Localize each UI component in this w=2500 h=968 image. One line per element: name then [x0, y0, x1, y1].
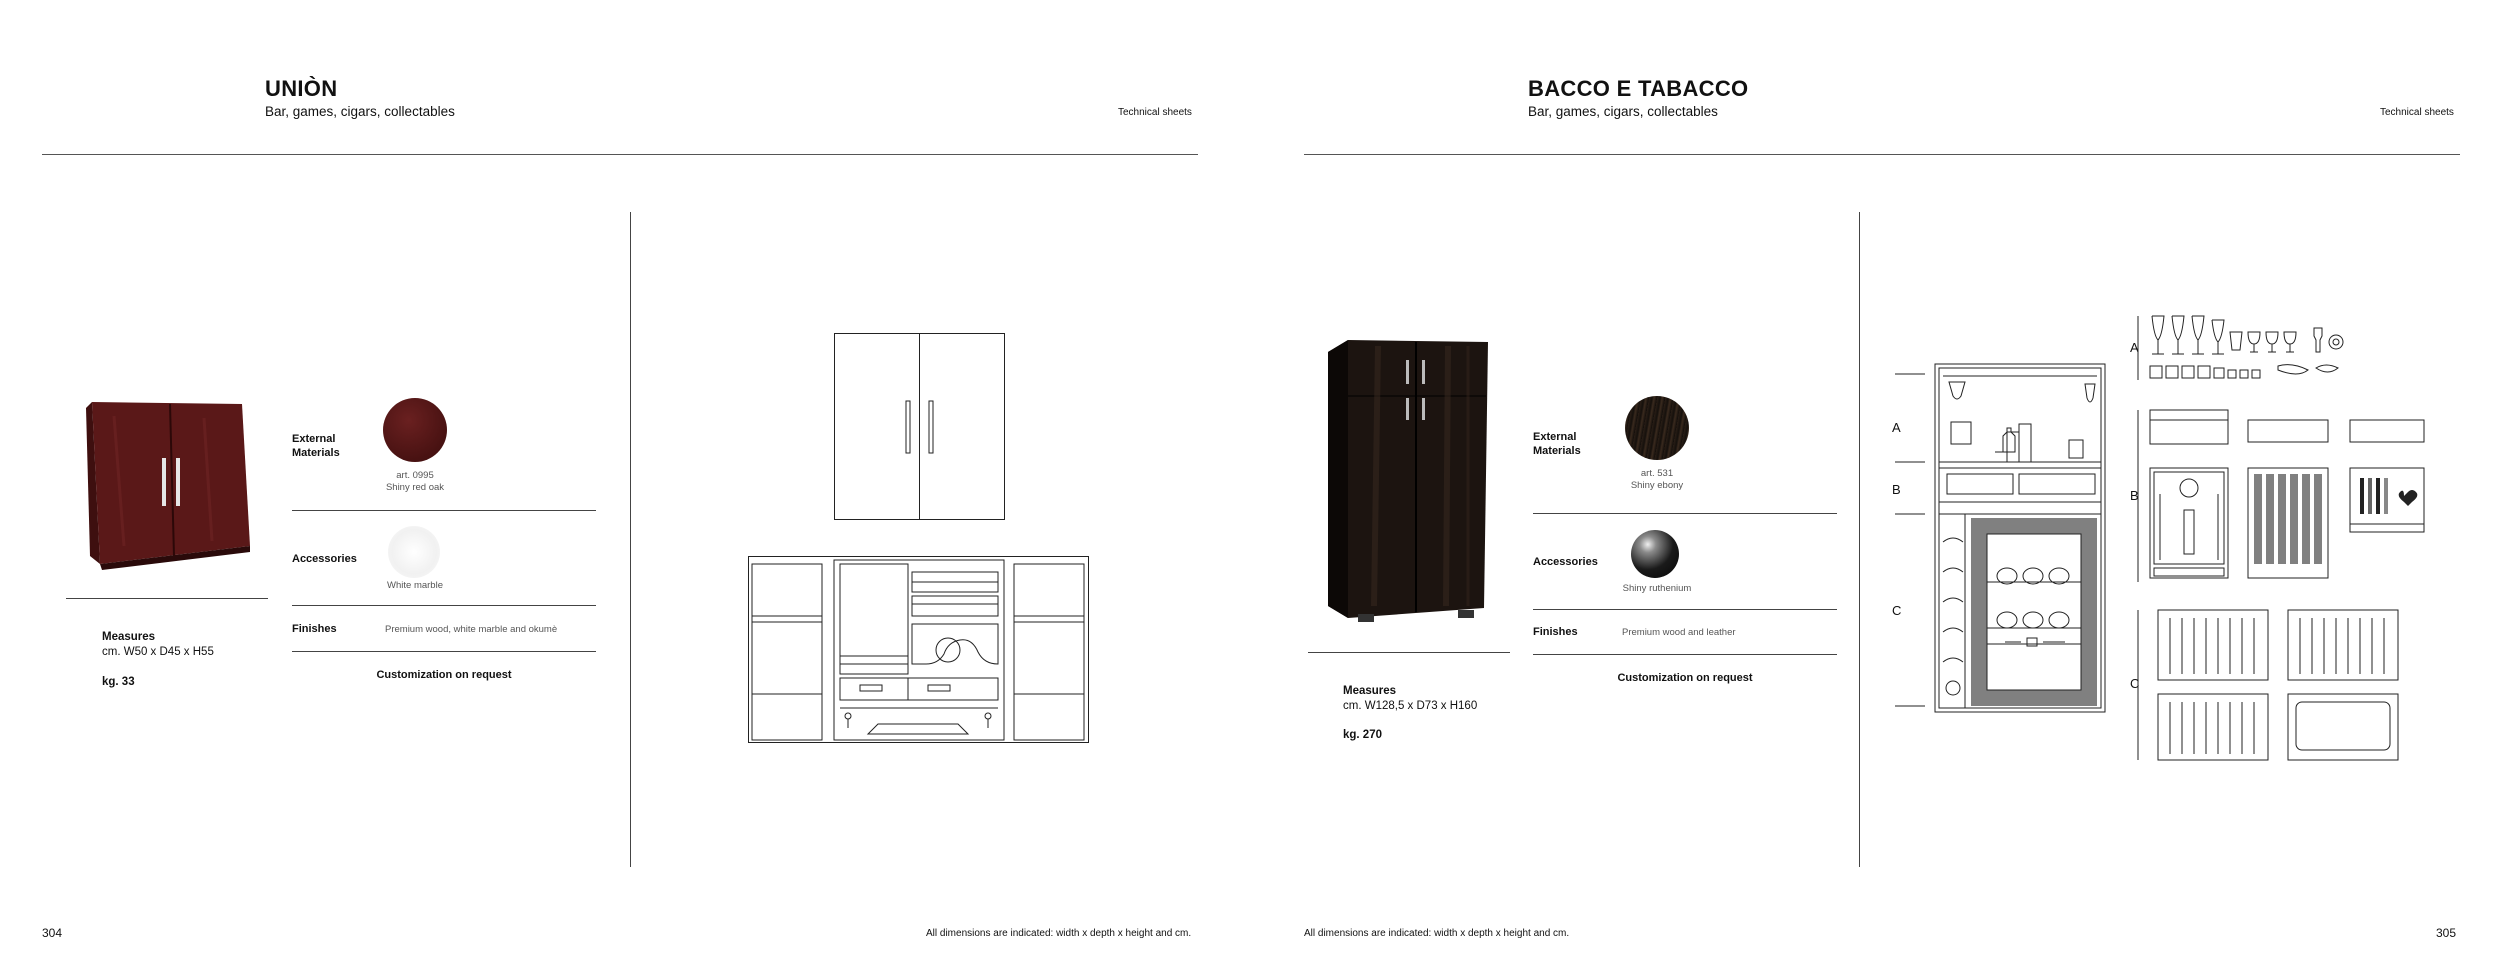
right-page-number: 305	[2436, 926, 2457, 940]
bacco-tabacco-product-photo	[1318, 336, 1496, 626]
left-measures-label: Measures	[102, 631, 156, 643]
right-accessories-label: Accessories	[1533, 556, 1598, 568]
right-section-label-a: A	[2130, 340, 2139, 355]
left-page-number: 304	[42, 926, 63, 940]
left-center-divider	[630, 212, 631, 867]
left-materials-rule	[292, 510, 596, 511]
left-material-name: Shiny red oak	[385, 482, 445, 493]
right-accessory-name: Shiny ruthenium	[1622, 583, 1692, 594]
left-header-technical-sheets: Technical sheets	[1118, 107, 1192, 118]
left-photo-rule	[66, 598, 268, 599]
red-oak-swatch	[383, 398, 447, 462]
right-header-technical-sheets: Technical sheets	[2380, 107, 2454, 118]
left-finishes-rule	[292, 651, 596, 652]
right-finishes-rule	[1533, 654, 1837, 655]
left-finishes-label: Finishes	[292, 623, 337, 635]
left-accessories-rule	[292, 605, 596, 606]
union-open-drawing	[748, 556, 1090, 746]
left-page-title: UNIÒN	[265, 76, 338, 101]
right-measures-label: Measures	[1343, 685, 1397, 697]
shiny-ebony-swatch	[1625, 396, 1689, 460]
left-section-label-a: A	[1892, 420, 1901, 435]
white-marble-swatch	[388, 526, 440, 578]
shiny-ruthenium-swatch	[1631, 530, 1679, 578]
left-weight: kg. 33	[102, 676, 135, 688]
left-accessory-name: White marble	[387, 580, 443, 591]
right-measures-value: cm. W128,5 x D73 x H160	[1343, 700, 1478, 712]
right-customization: Customization on request	[1617, 672, 1753, 684]
right-page-title: BACCO E TABACCO	[1528, 76, 1749, 101]
right-center-divider	[1859, 212, 1860, 867]
union-product-photo	[84, 396, 254, 572]
left-finishes-value: Premium wood, white marble and okumè	[385, 624, 558, 635]
left-external-materials-label: External Materials	[292, 433, 340, 459]
right-material-code: art. 531	[1640, 468, 1674, 479]
left-page-subtitle: Bar, games, cigars, collectables	[265, 104, 455, 119]
left-section-label-c: C	[1892, 603, 1902, 618]
left-footer-note: All dimensions are indicated: width x depth x height and cm.	[926, 928, 1192, 939]
left-customization: Customization on request	[376, 669, 512, 681]
right-section-label-b: B	[2130, 488, 2139, 503]
left-accessories-label: Accessories	[292, 553, 357, 565]
right-photo-rule	[1308, 652, 1510, 653]
right-section-label-c: C	[2130, 676, 2140, 691]
bacco-interior-drawing	[1895, 362, 2115, 714]
right-finishes-label: Finishes	[1533, 626, 1578, 638]
left-measures-value: cm. W50 x D45 x H55	[102, 646, 214, 658]
left-material-code: art. 0995	[396, 470, 434, 481]
right-weight: kg. 270	[1343, 729, 1382, 741]
accessories-set-drawing	[2138, 310, 2438, 770]
right-accessories-rule	[1533, 609, 1837, 610]
right-page-subtitle: Bar, games, cigars, collectables	[1528, 104, 1718, 119]
right-external-materials-label: External Materials	[1533, 431, 1581, 457]
right-header-rule	[1304, 154, 2460, 155]
right-material-name: Shiny ebony	[1630, 480, 1684, 491]
right-footer-note: All dimensions are indicated: width x depth x height and cm.	[1304, 928, 1570, 939]
left-header-rule	[42, 154, 1198, 155]
left-section-label-b: B	[1892, 482, 1901, 497]
right-finishes-value: Premium wood and leather	[1622, 627, 1736, 638]
right-materials-rule	[1533, 513, 1837, 514]
union-closed-front-drawing	[834, 333, 1006, 523]
